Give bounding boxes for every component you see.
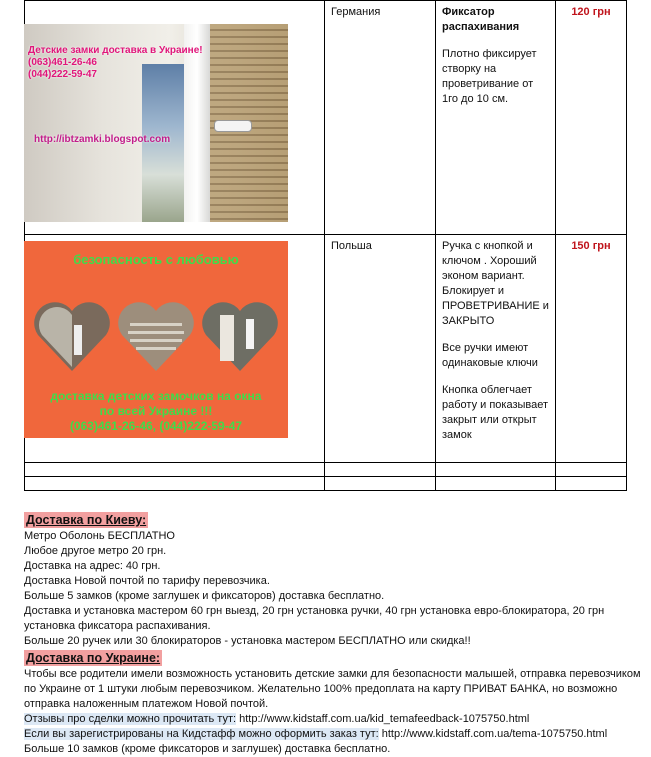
photo-phone: (044)222-59-47 — [28, 69, 97, 80]
country-cell: Германия — [325, 1, 436, 235]
product-name: Фиксатор распахивания — [442, 6, 520, 33]
empty-row — [25, 463, 627, 477]
ukraine-line: отправка наложенным платежом Новой почтой. — [24, 698, 269, 710]
photo-phones: (063)461-26-46, (044)222-59-47 — [69, 419, 243, 433]
empty-row — [25, 477, 627, 491]
product-photo-fixator — [24, 24, 288, 222]
photo-caption: Детские замки доставка в Украине! — [28, 45, 203, 56]
photo-delivery-text: по всей Украине !!! — [99, 404, 213, 418]
price-cell: 120 грн — [556, 1, 627, 235]
ukraine-line: по Украине от 1 штуки любым перевозчиком. Желательно 100% предоплата на карту ПРИВАТ БАНКА, но возможно — [24, 683, 618, 695]
kiev-line: Доставка Новой почтой по тарифу перевозчика. — [24, 575, 270, 587]
reviews-link[interactable]: http://www.kidstaff.com.ua/kid_temafeedback-1075750.html — [236, 713, 530, 725]
ukraine-line: Больше 10 замков (кроме фиксаторов и заглушек) доставка бесплатно. — [24, 743, 391, 755]
product-description: Кнопка облегчает работу и показывает закрыт или открыт замок — [442, 384, 549, 441]
kiev-line: Больше 5 замков (кроме заглушек и фиксаторов) доставка бесплатно. — [24, 590, 385, 602]
photo-phone: (063)461-26-46 — [28, 57, 97, 68]
kiev-line: Доставка на адрес: 40 грн. — [24, 560, 161, 572]
photo-slogan: безопасность с любовью — [73, 252, 239, 267]
ukraine-delivery-heading: Доставка по Украине: — [26, 651, 161, 665]
description-cell — [436, 235, 556, 463]
kiev-line: Больше 20 ручек или 30 блокираторов - установка мастером БЕСПЛАТНО или скидка!! — [24, 635, 471, 647]
fixator-latch — [214, 120, 252, 132]
order-line — [24, 727, 607, 742]
heart-photo-icon — [116, 297, 196, 377]
description-cell — [436, 1, 556, 235]
reviews-label: Отзывы про сделки можно прочитать тут: — [24, 713, 237, 725]
photo-delivery-text: доставка детских замочков на окна — [50, 389, 262, 403]
product-photo-handle — [24, 241, 288, 438]
kiev-delivery-heading: Доставка по Киеву: — [26, 513, 147, 527]
kiev-line: Любое другое метро 20 грн. — [24, 545, 167, 557]
order-link[interactable]: http://www.kidstaff.com.ua/tema-1075750.html — [378, 728, 608, 740]
heart-photo-icon — [200, 297, 280, 377]
kiev-line: установка фиксатора распахивания. — [24, 620, 211, 632]
order-label: Если вы зарегистрированы на Кидстафф можно оформить заказ тут: — [24, 728, 379, 740]
ukraine-line: Чтобы все родители имели возможность установить детские замки для безопасности малышей, отправка перевозчиком — [24, 668, 641, 680]
price-cell: 150 грн — [556, 235, 627, 463]
reviews-line — [24, 712, 529, 727]
kiev-line: Доставка и установка мастером 60 грн выезд, 20 грн установка ручки, 40 грн установка евро-блокиратора, 20 грн — [24, 605, 605, 617]
country-cell: Польша — [325, 235, 436, 463]
product-description: Все ручки имеют одинаковые ключи — [442, 342, 538, 369]
heart-photo-icon — [32, 297, 112, 377]
product-description: Ручка с кнопкой и ключом . Хороший эконом вариант. Блокирует и ПРОВЕТРИВАНИЕ и ЗАКРЫТО — [442, 240, 549, 327]
photo-url: http://ibtzamki.blogspot.com — [34, 134, 171, 145]
product-description: Плотно фиксирует створку на проветривание от 1го до 10 см. — [442, 48, 537, 105]
kiev-line: Метро Оболонь БЕСПЛАТНО — [24, 530, 175, 542]
